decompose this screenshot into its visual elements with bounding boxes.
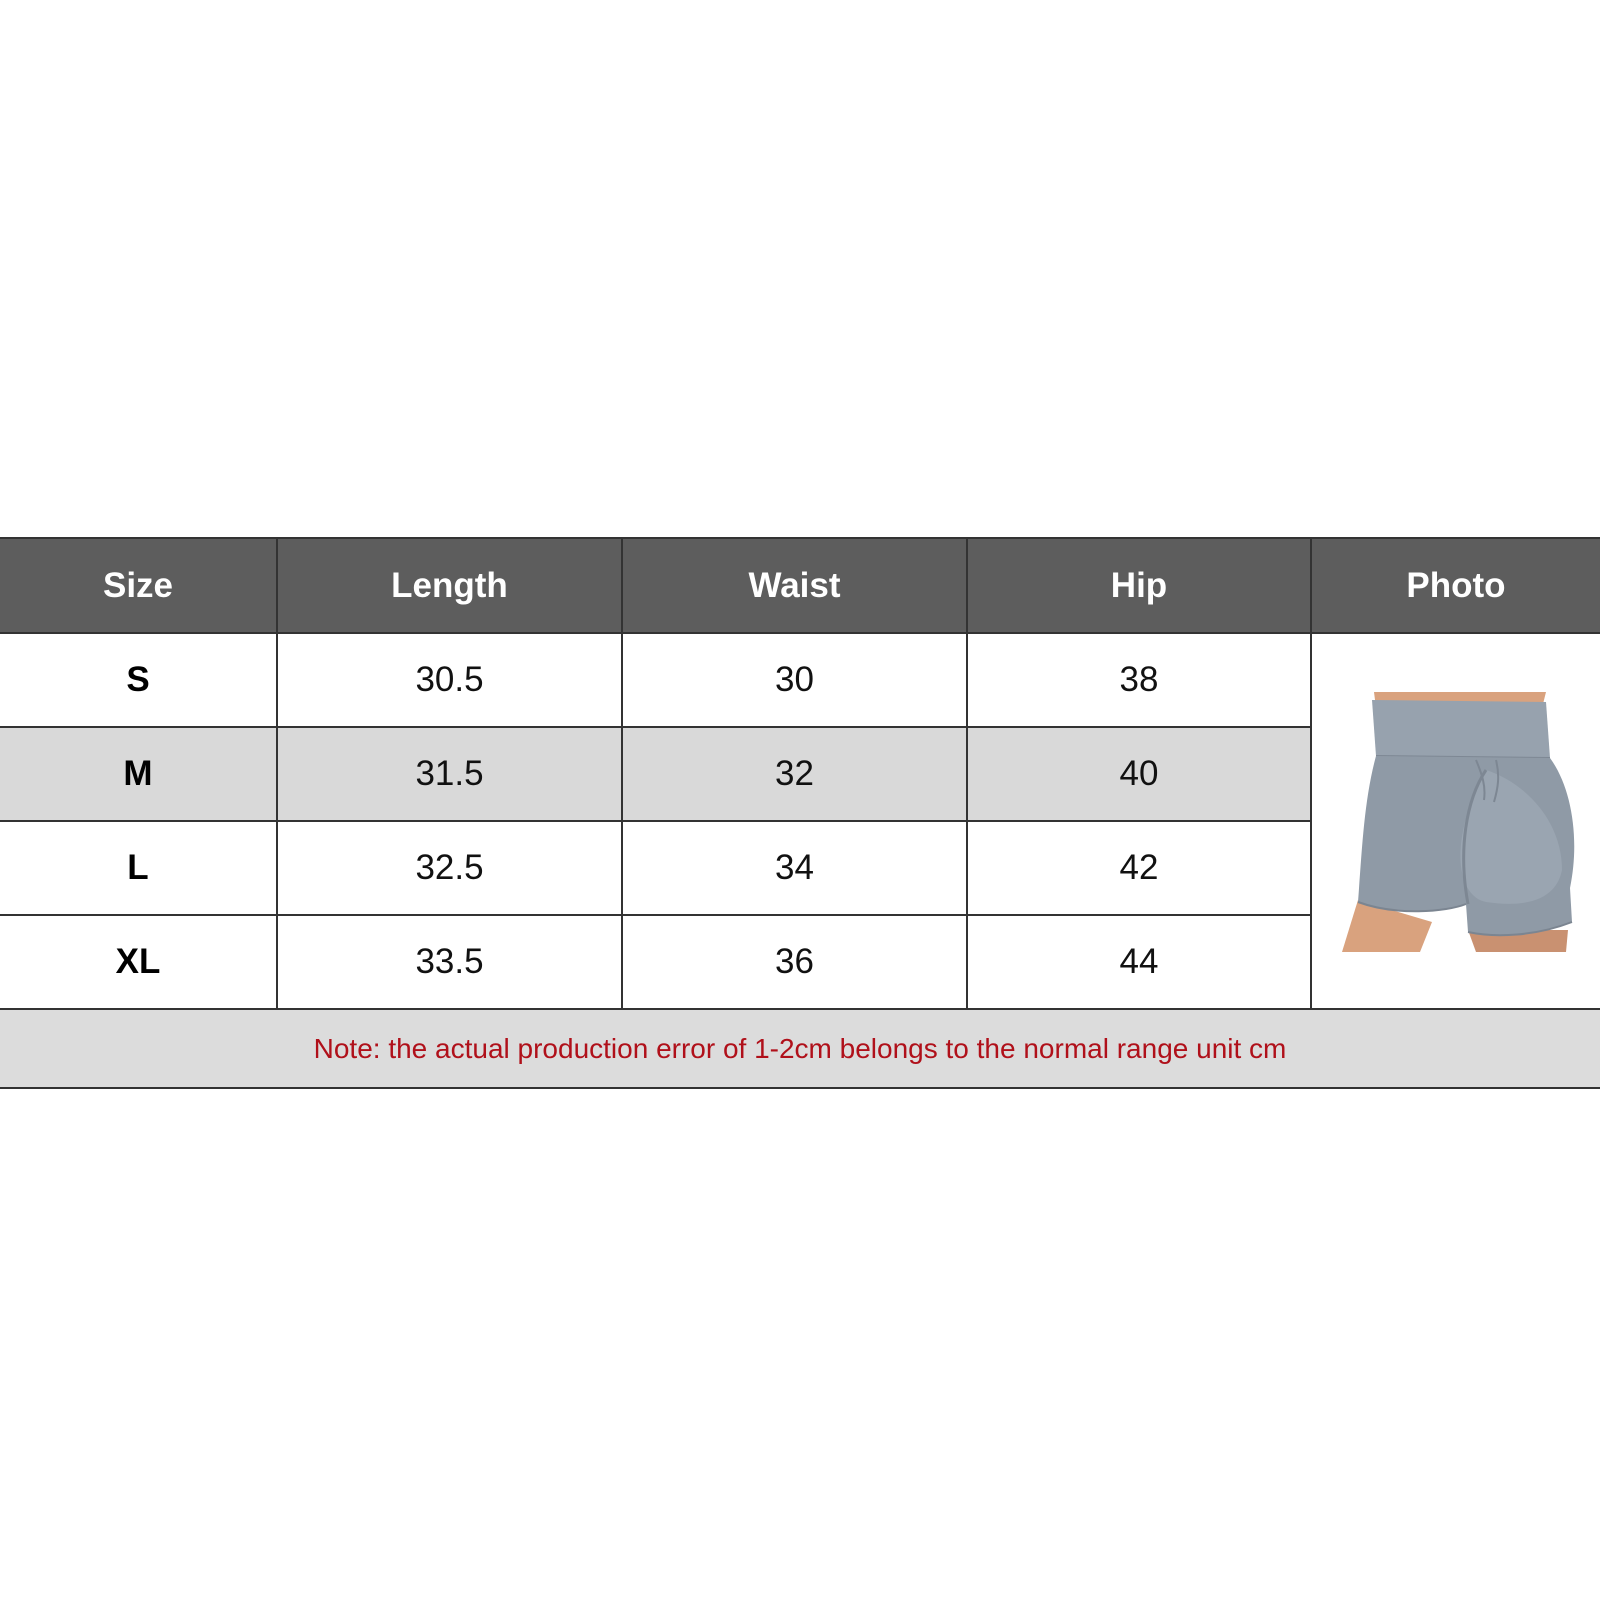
waist-cell: 36 <box>622 915 967 1009</box>
column-header-hip: Hip <box>967 538 1311 633</box>
shorts-photo-icon <box>1336 690 1576 952</box>
length-cell: 30.5 <box>277 633 622 727</box>
note-row <box>0 1009 1600 1088</box>
photo-cell <box>1311 633 1600 1009</box>
length-cell: 32.5 <box>277 821 622 915</box>
waist-cell: 32 <box>622 727 967 821</box>
note-text: Note: the actual production error of 1-2cm belongs to the normal range unit cm <box>0 1009 1600 1088</box>
hip-cell: 44 <box>967 915 1311 1009</box>
size-cell: XL <box>0 915 277 1009</box>
column-header-photo: Photo <box>1311 538 1600 633</box>
column-header-size: Size <box>0 538 277 633</box>
hip-cell: 38 <box>967 633 1311 727</box>
waist-cell: 30 <box>622 633 967 727</box>
size-cell: L <box>0 821 277 915</box>
length-cell: 31.5 <box>277 727 622 821</box>
column-header-waist: Waist <box>622 538 967 633</box>
table-row <box>0 633 1600 727</box>
hip-cell: 40 <box>967 727 1311 821</box>
waist-cell: 34 <box>622 821 967 915</box>
size-cell: M <box>0 727 277 821</box>
length-cell: 33.5 <box>277 915 622 1009</box>
size-cell: S <box>0 633 277 727</box>
column-header-length: Length <box>277 538 622 633</box>
hip-cell: 42 <box>967 821 1311 915</box>
header-row <box>0 538 1600 633</box>
size-chart-table <box>0 537 1600 1089</box>
